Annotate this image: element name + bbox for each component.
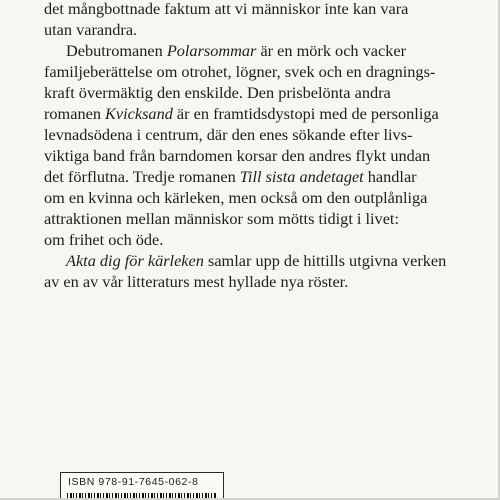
blurb-segment: om frihet och öde. (44, 230, 164, 249)
blurb-segment: det mångbottnade faktum att vi människor inte kan vara (44, 0, 409, 18)
blurb-segment: utan varandra. (44, 20, 138, 39)
blurb-segment: attraktionen mellan människor som mötts tidigt i livet: (44, 209, 399, 228)
blurb-segment: levnadsödena i centrum, där den enes sökande efter livs- (44, 125, 413, 144)
blurb-line (44, 145, 464, 166)
blurb-line (44, 187, 464, 208)
isbn-number: ISBN 978-91-7645-062-8 (68, 476, 199, 488)
blurb-line (44, 166, 464, 187)
blurb-segment: handlar (363, 167, 417, 186)
blurb-segment: romanen (44, 104, 106, 123)
blurb-segment: viktiga band från barndomen korsar den andres flykt undan (44, 146, 431, 165)
blurb-line (44, 103, 464, 124)
blurb-line (44, 250, 464, 271)
book-title-text: Till sista andetaget (239, 167, 364, 186)
blurb-line (44, 229, 464, 250)
blurb-line (44, 271, 464, 292)
barcode-icon (67, 493, 217, 500)
book-title-text: Akta dig för kärleken (66, 251, 204, 270)
blurb-segment: är en mörk och vacker (256, 41, 407, 60)
blurb-line (44, 124, 464, 145)
blurb-line (44, 40, 464, 61)
blurb-line (44, 208, 464, 229)
blurb-segment: av en av vår litteraturs mest hyllade nya röster. (44, 272, 349, 291)
isbn-barcode-box (60, 472, 224, 500)
blurb-line (44, 0, 464, 19)
book-title-text: Kvicksand (105, 104, 173, 123)
blurb-segment: är en framtidsdystopi med de personliga (172, 104, 439, 123)
blurb-segment: om en kvinna och kärleken, men också om den outplånliga (44, 188, 428, 207)
blurb-segment: samlar upp de hittills utgivna verken (203, 251, 447, 270)
blurb-line (44, 61, 464, 82)
blurb-segment: familjeberättelse om otrohet, lögner, svek och en dragnings- (44, 62, 436, 81)
blurb-line (44, 19, 464, 40)
blurb-segment: det förflutna. Tredje romanen (44, 167, 240, 186)
blurb-segment: kraft övermäktig den enskilde. Den prisbelönta andra (44, 83, 391, 102)
blurb-segment: Debutromanen (66, 41, 167, 60)
blurb-text (44, 0, 464, 292)
blurb-line (44, 82, 464, 103)
book-title-text: Polarsommar (166, 41, 257, 60)
